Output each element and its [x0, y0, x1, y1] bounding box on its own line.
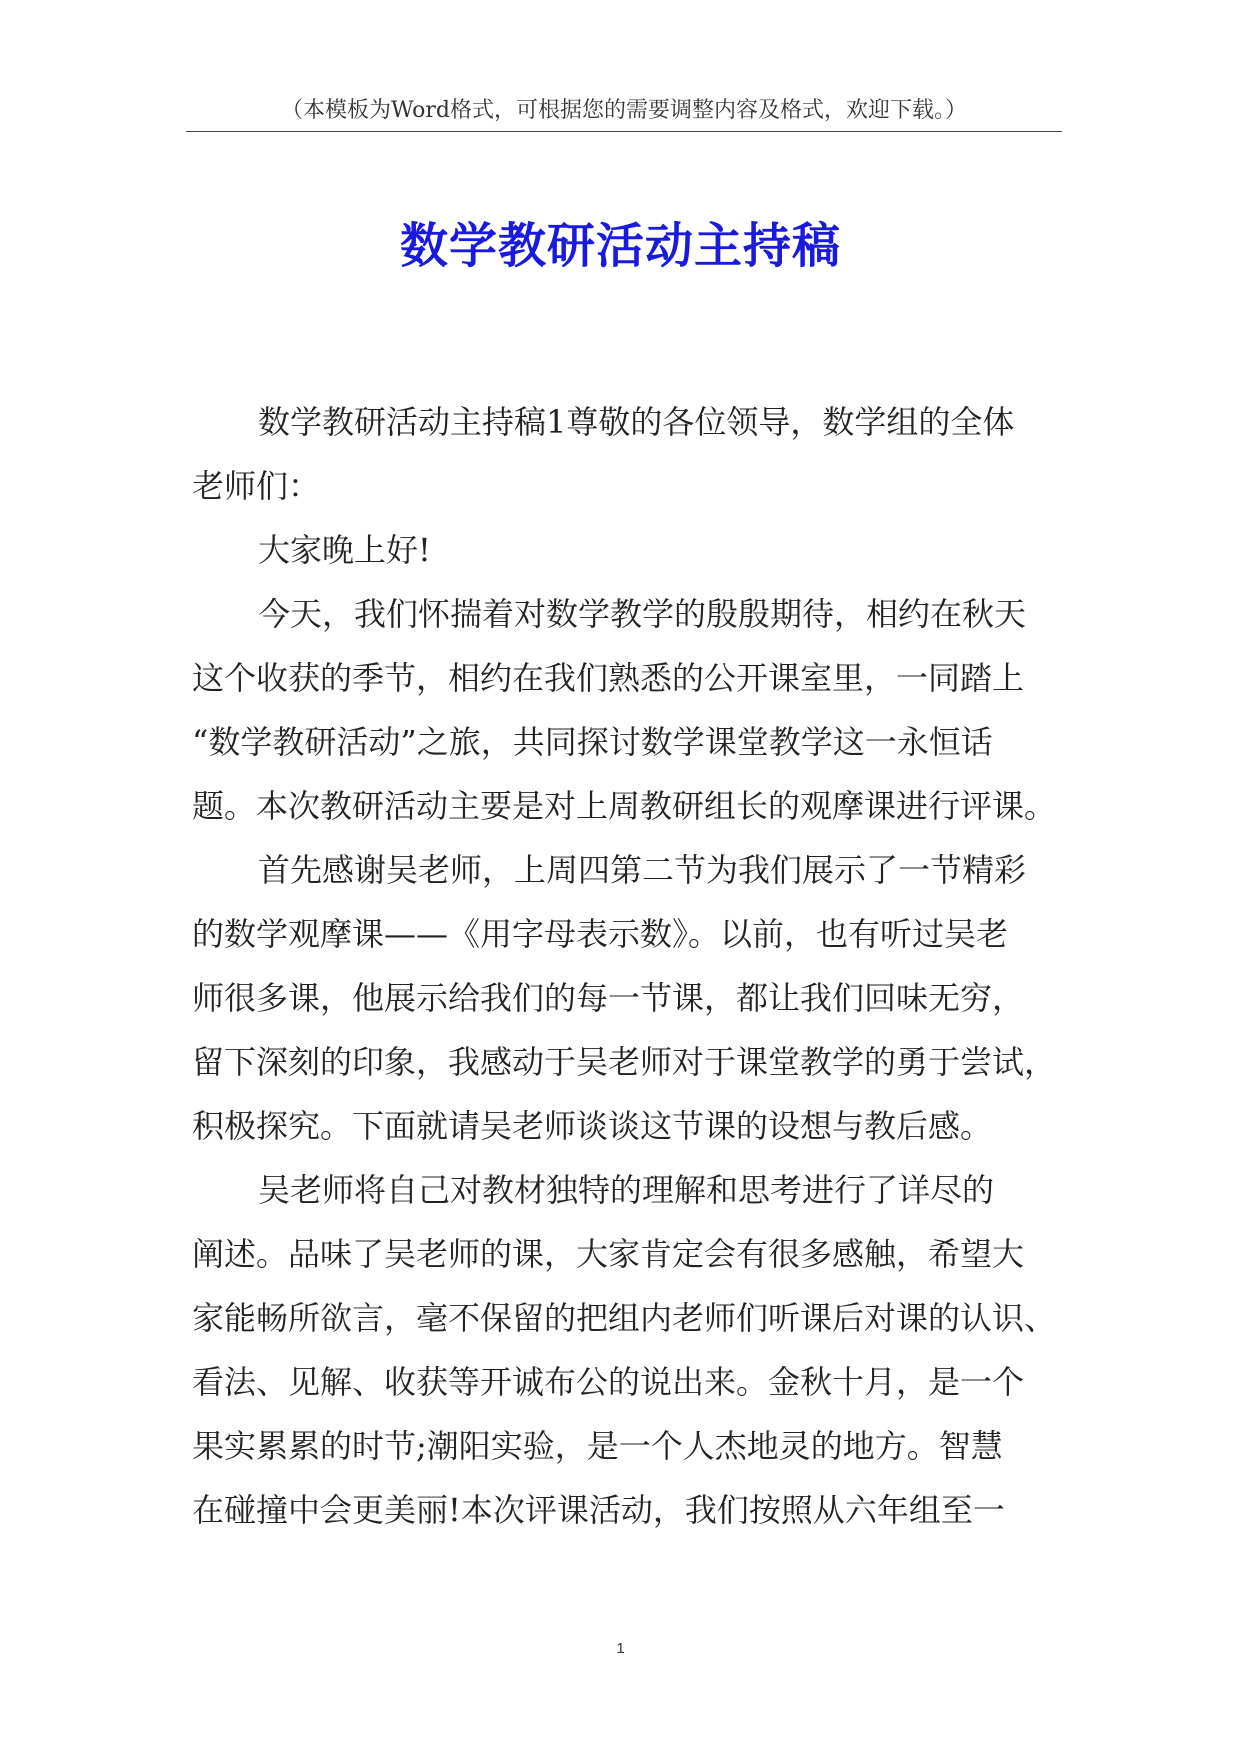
- body-text-line: 看法、见解、收获等开诚布公的说出来。金秋十月，是一个: [192, 1363, 1025, 1401]
- body-text-line: 留下深刻的印象，我感动于吴老师对于课堂教学的勇于尝试，: [192, 1043, 1057, 1081]
- body-text-line: 题。本次教研活动主要是对上周教研组长的观摩课进行评课。: [192, 787, 1057, 825]
- body-text-line: 今天，我们怀揣着对数学教学的殷殷期待，相约在秋天: [258, 595, 1027, 633]
- body-text-line: 这个收获的季节，相约在我们熟悉的公开课室里，一同踏上: [192, 659, 1025, 697]
- document-body: [192, 390, 1062, 1542]
- header-divider: [186, 131, 1062, 132]
- body-text-line: 老师们：: [192, 467, 321, 505]
- body-text-line: 大家晚上好!: [258, 531, 431, 569]
- body-text-line: “数学教研活动”之旅，共同探讨数学课堂教学这一永恒话: [192, 723, 993, 761]
- body-text-line: 数学教研活动主持稿1尊敬的各位领导，数学组的全体: [258, 403, 1015, 441]
- document-title: 数学教研活动主持稿: [399, 218, 841, 274]
- body-text-line: 家能畅所欲言，毫不保留的把组内老师们听课后对课的认识、: [192, 1299, 1057, 1337]
- body-text-line: 的数学观摩课——《用字母表示数》。以前，也有听过吴老: [192, 915, 1009, 953]
- body-text-line: 吴老师将自己对教材独特的理解和思考进行了详尽的: [258, 1171, 995, 1209]
- body-text-line: 在碰撞中会更美丽!本次评课活动，我们按照从六年组至一: [192, 1491, 1005, 1529]
- body-text-line: 师很多课，他展示给我们的每一节课，都让我们回味无穷，: [192, 979, 1025, 1017]
- body-text-line: 积极探究。下面就请吴老师谈谈这节课的设想与教后感。: [192, 1107, 993, 1145]
- body-text-line: 果实累累的时节;潮阳实验，是一个人杰地灵的地方。智慧: [192, 1427, 1003, 1465]
- template-header-note: （本模板为Word格式，可根据您的需要调整内容及格式，欢迎下载。）: [281, 98, 967, 123]
- body-text-line: 首先感谢吴老师，上周四第二节为我们展示了一节精彩: [258, 851, 1027, 889]
- body-text-line: 阐述。品味了吴老师的课，大家肯定会有很多感触，希望大: [192, 1235, 1025, 1273]
- page-number: 1: [616, 1640, 625, 1657]
